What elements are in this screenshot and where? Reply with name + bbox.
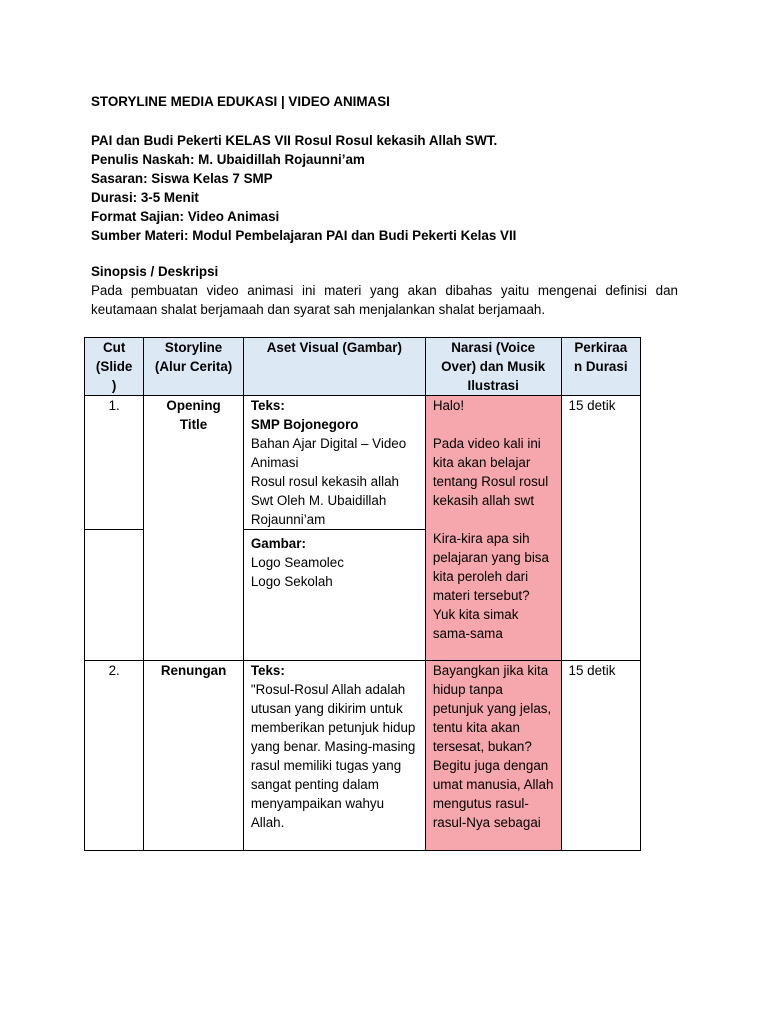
teks-line: Rosul rosul kekasih allah Swt Oleh M. Ubaidillah Rojaunni’am — [250, 474, 399, 527]
narasi-paragraph: Halo! — [432, 398, 465, 413]
cell-storyline: Opening Title — [144, 396, 244, 661]
meta-format: Format Sajian: Video Animasi — [91, 209, 280, 224]
cell-durasi: 15 detik — [561, 396, 640, 661]
cell-storyline: Renungan — [144, 661, 244, 851]
cell-aset-teks — [243, 396, 425, 530]
cell-aset-teks — [243, 661, 425, 851]
gambar-label: Gambar: — [250, 536, 306, 551]
gambar-line: Logo Sekolah — [250, 574, 333, 589]
teks-body: "Rosul-Rosul Allah adalah utusan yang dikirim untuk memberikan petunjuk hidup yang benar. Masing-masing rasul memiliki tugas yang sangat penting dalam menyampaikan wahyu Allah. — [250, 682, 416, 830]
cell-aset-gambar — [243, 530, 425, 661]
narasi-paragraph: Kira-kira apa sih pelajaran yang bisa kita peroleh dari materi tersebut? Yuk kita simak sama-sama — [432, 531, 549, 641]
header-storyline: Storyline (Alur Cerita) — [144, 338, 244, 396]
cell-cut: 1. — [85, 396, 144, 530]
gambar-line: Logo Seamolec — [250, 555, 344, 570]
header-aset-visual: Aset Visual (Gambar) — [243, 338, 425, 396]
synopsis-heading: Sinopsis / Deskripsi — [91, 264, 219, 279]
teks-title: SMP Bojonegoro — [250, 417, 359, 432]
cell-narasi: Bayangkan jika kita hidup tanpa petunjuk yang jelas, tentu kita akan tersesat, bukan? Begitu juga dengan umat manusia, Allah mengutus rasul-rasul-Nya sebagai — [425, 661, 561, 851]
document-title: STORYLINE MEDIA EDUKASI | VIDEO ANIMASI — [91, 94, 390, 109]
teks-line: Bahan Ajar Digital – Video Animasi — [250, 436, 407, 470]
teks-label: Teks: — [250, 663, 285, 678]
table-row — [85, 661, 641, 851]
teks-label: Teks: — [250, 398, 285, 413]
cell-cut-empty — [85, 530, 144, 661]
synopsis-text: Pada pembuatan video animasi ini materi yang akan dibahas yaitu mengenai definisi dan keutamaan shalat berjamaah dan syarat sah menjalankan shalat berjamaah. — [91, 283, 678, 317]
header-cut: Cut (Slide ) — [85, 338, 144, 396]
meta-duration: Durasi: 3-5 Menit — [91, 190, 199, 205]
document-meta — [91, 131, 516, 245]
meta-source: Sumber Materi: Modul Pembelajaran PAI dan Budi Pekerti Kelas VII — [91, 228, 517, 243]
meta-subject: PAI dan Budi Pekerti KELAS VII Rosul Rosul kekasih Allah SWT. — [91, 133, 498, 148]
cell-cut: 2. — [85, 661, 144, 851]
header-durasi: Perkiraa n Durasi — [561, 338, 640, 396]
meta-target: Sasaran: Siswa Kelas 7 SMP — [91, 171, 273, 186]
storyboard-table — [84, 337, 641, 851]
table-row — [85, 396, 641, 530]
header-narasi: Narasi (Voice Over) dan Musik Ilustrasi — [425, 338, 561, 396]
table-header-row — [85, 338, 641, 396]
narasi-paragraph: Pada video kali ini kita akan belajar tentang Rosul rosul kekasih allah swt — [432, 436, 549, 508]
cell-durasi: 15 detik — [561, 661, 640, 851]
meta-author: Penulis Naskah: M. Ubaidillah Rojaunni’am — [91, 152, 365, 167]
cell-narasi — [425, 396, 561, 661]
